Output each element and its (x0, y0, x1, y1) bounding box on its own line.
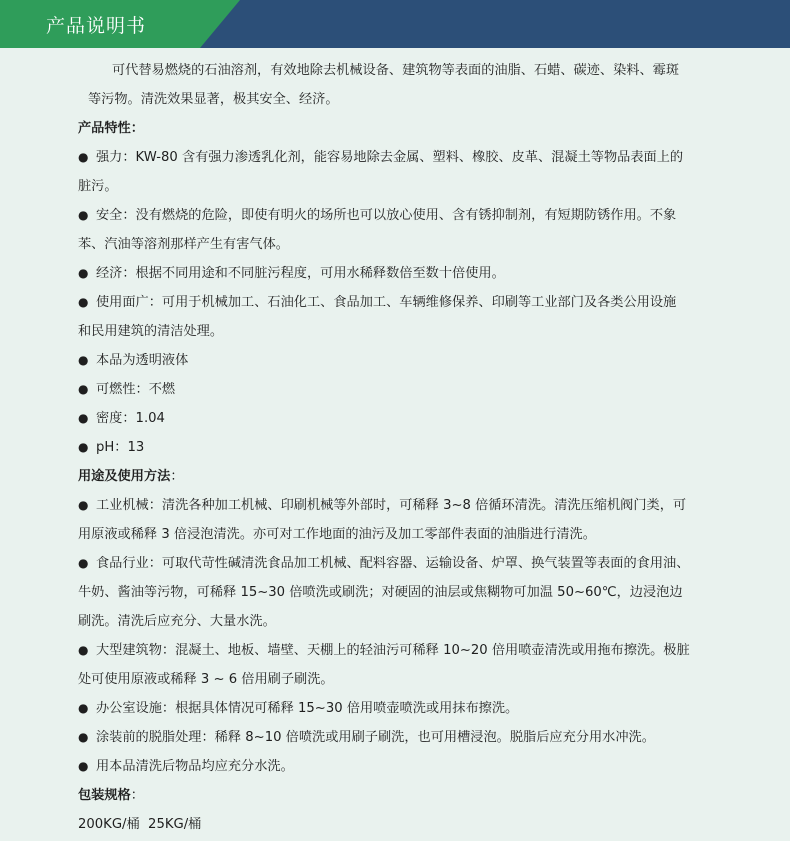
bullet-icon: ● (78, 382, 89, 396)
feature-item: ● 强力：KW-80 含有强力渗透乳化剂，能容易地除去金属、塑料、橡胶、皮革、混凝土等物品表面上的 脏污。 (78, 143, 728, 201)
bullet-icon: ● (78, 353, 89, 367)
features-heading: 产品特性： (78, 121, 144, 136)
feature-item: ● 本品为透明液体 (78, 346, 728, 375)
bullet-icon: ● (78, 701, 89, 715)
packaging-heading: 包装规格： (78, 788, 144, 803)
bullet-icon: ● (78, 556, 89, 570)
usage-item: ● 涂装前的脱脂处理：稀释 8~10 倍喷洗或用刷子刷洗，也可用槽浸泡。脱脂后应充分用水冲洗。 (78, 723, 728, 752)
feature-item: ● 安全：没有燃烧的危险，即使有明火的场所也可以放心使用、含有锈抑制剂，有短期防锈作用。不象 苯、汽油等溶剂那样产生有害气体。 (78, 201, 728, 259)
feature-item: ● 密度：1.04 (78, 404, 728, 433)
feature-item: ● 经济：根据不同用途和不同脏污程度，可用水稀释数倍至数十倍使用。 (78, 259, 728, 288)
usage-heading: 用途及使用方法： (78, 469, 184, 484)
page-title: 产品说明书 (46, 15, 147, 37)
bullet-icon: ● (78, 643, 89, 657)
header-banner (0, 0, 790, 48)
packaging-value: 200KG/桶 25KG/桶 (78, 817, 202, 832)
bullet-icon: ● (78, 266, 89, 280)
usage-item: ● 工业机械：清洗各种加工机械、印刷机械等外部时，可稀释 3~8 倍循环清洗。清洗压缩机阀门类，可 用原液或稀释 3 倍浸泡清洗。亦可对工作地面的油污及加工零部件表面的油脂进行清洗。 (78, 491, 728, 549)
bullet-icon: ● (78, 498, 89, 512)
bullet-icon: ● (78, 150, 89, 164)
feature-item: ● 可燃性：不燃 (78, 375, 728, 404)
intro-line-2: 等污物。清洗效果显著，极其安全、经济。 (88, 92, 339, 107)
feature-item: ● pH：13 (78, 433, 728, 462)
bullet-icon: ● (78, 295, 89, 309)
usage-item: ● 用本品清洗后物品均应充分水洗。 (78, 752, 728, 781)
bullet-icon: ● (78, 759, 89, 773)
bullet-icon: ● (78, 730, 89, 744)
usage-item: ● 大型建筑物：混凝土、地板、墙壁、天棚上的轻油污可稀释 10~20 倍用喷壶清洗或用拖布擦洗。极脏 处可使用原液或稀释 3 ~ 6 倍用刷子刷洗。 (78, 636, 728, 694)
feature-item: ● 使用面广：可用于机械加工、石油化工、食品加工、车辆维修保养、印刷等工业部门及各类公用设施 和民用建筑的清洁处理。 (78, 288, 728, 346)
bullet-icon: ● (78, 411, 89, 425)
bullet-icon: ● (78, 440, 89, 454)
intro-line-1: 可代替易燃烧的石油溶剂，有效地除去机械设备、建筑物等表面的油脂、石蜡、碳迹、染料、霉斑 (112, 63, 680, 78)
bullet-icon: ● (78, 208, 89, 222)
document-body (78, 56, 728, 839)
usage-item: ● 食品行业：可取代苛性碱清洗食品加工机械、配料容器、运输设备、炉罩、换气装置等表面的食用油、 牛奶、酱油等污物，可稀释 15~30 倍喷洗或刷洗；对硬固的油层或焦糊物可加温 50~60℃，边浸泡边 刷洗。清洗后应充分、大量水洗。 (78, 549, 728, 636)
usage-item: ● 办公室设施：根据具体情况可稀释 15~30 倍用喷壶喷洗或用抹布擦洗。 (78, 694, 728, 723)
